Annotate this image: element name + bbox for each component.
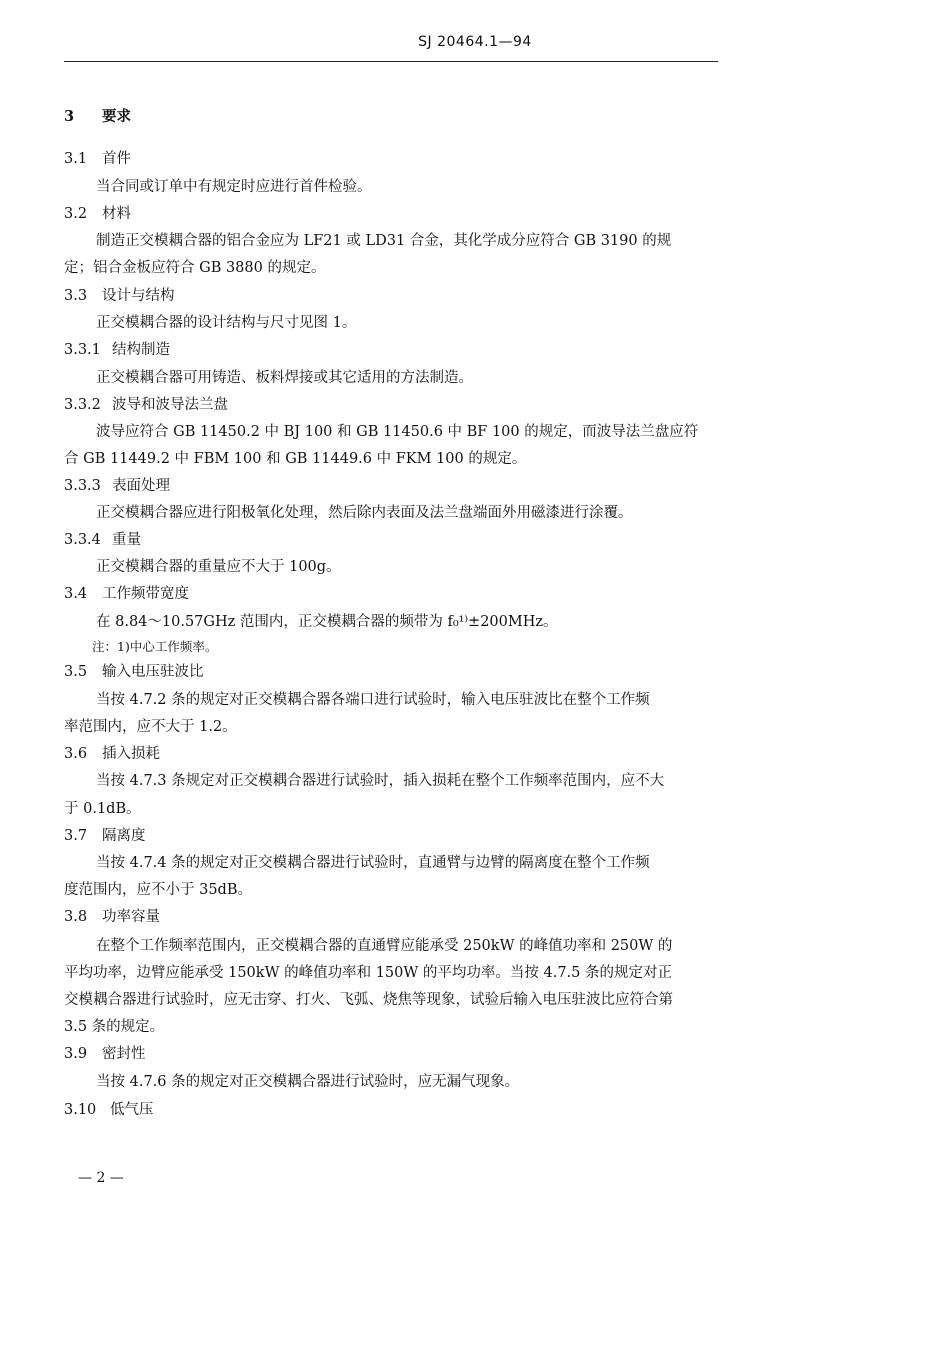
section-3-6-body-line-2: 于 0.1dB。 [64,801,141,817]
section-3-3-2-heading [64,395,228,415]
section-3-8-body-line-1: 在整个工作频率范围内，正交模耦合器的直通臂应能承受 250kW 的峰值功率和 250W 的 [96,938,673,954]
section-title: 输入电压驻波比 [102,664,204,680]
section-3-6-body-line-1: 当按 4.7.3 条规定对正交模耦合器进行试验时，插入损耗在整个工作频率范围内，应不大 [96,773,665,789]
section-3-heading [64,107,131,127]
section-3-8-body-line-3: 交模耦合器进行试验时，应无击穿、打火、飞弧、烧焦等现象，试验后输入电压驻波比应符合第 [64,992,673,1008]
section-3-4-body: 在 8.84～10.57GHz 范围内，正交模耦合器的频带为 f₀¹⁾±200MHz。 [96,614,558,630]
section-number: 3.7 [64,828,88,844]
section-number: 3.8 [64,909,88,925]
page-number: — 2 — [78,1170,124,1186]
section-3-8-heading [64,907,160,927]
section-3-9-heading [64,1044,146,1064]
section-title: 工作频带宽度 [102,586,189,602]
section-3-2-body-line-1: 制造正交模耦合器的铝合金应为 LF21 或 LD31 合金，其化学成分应符合 GB 3190 的规 [96,233,672,249]
section-title: 材料 [102,206,131,222]
section-3-7-body-line-2: 度范围内，应不小于 35dB。 [64,882,252,898]
section-3-3-1-heading [64,340,170,360]
section-3-3-body: 正交模耦合器的设计结构与尺寸见图 1。 [96,315,357,331]
section-title: 要求 [102,108,131,125]
section-3-9-body: 当按 4.7.6 条的规定对正交模耦合器进行试验时，应无漏气现象。 [96,1074,520,1090]
section-3-3-2-body-line-2: 合 GB 11449.2 中 FBM 100 和 GB 11449.6 中 FKM 100 的规定。 [64,451,527,467]
section-title: 隔离度 [102,828,146,844]
section-3-6-heading [64,744,160,764]
section-3-8-body-line-4: 3.5 条的规定。 [64,1019,165,1035]
section-title: 功率容量 [102,909,160,925]
section-number: 3.9 [64,1046,88,1062]
section-3-3-heading [64,286,175,306]
section-number: 3.3.1 [64,342,101,358]
section-3-5-body-line-2: 率范围内，应不大于 1.2。 [64,719,237,735]
section-title: 重量 [112,532,141,548]
section-number: 3.3.4 [64,532,101,548]
section-number: 3.5 [64,664,88,680]
header-rule [64,61,718,62]
section-3-8-body-line-2: 平均功率，边臂应能承受 150kW 的峰值功率和 150W 的平均功率。当按 4.7.5 条的规定对正 [64,965,672,981]
section-3-4-heading [64,584,189,604]
section-title: 插入损耗 [102,746,160,762]
document-header: SJ 20464.1—94 [418,34,532,50]
section-number: 3.10 [64,1102,97,1118]
section-number: 3.2 [64,206,88,222]
section-3-2-heading [64,204,131,224]
section-title: 结构制造 [112,342,170,358]
section-3-3-3-heading [64,476,170,496]
section-number: 3.3.2 [64,397,101,413]
section-3-2-body-line-2: 定；铝合金板应符合 GB 3880 的规定。 [64,260,326,276]
section-number: 3.6 [64,746,88,762]
section-title: 密封性 [102,1046,146,1062]
section-3-4-note: 注：1)中心工作频率。 [92,639,218,654]
section-3-1-body: 当合同或订单中有规定时应进行首件检验。 [96,179,372,195]
section-title: 首件 [102,151,131,167]
section-3-1-heading [64,149,131,169]
section-number: 3.3 [64,288,88,304]
section-3-10-heading [64,1100,154,1120]
section-number: 3.1 [64,151,88,167]
section-title: 表面处理 [112,478,170,494]
section-3-7-body-line-1: 当按 4.7.4 条的规定对正交模耦合器进行试验时，直通臂与边臂的隔离度在整个工作频 [96,855,650,871]
section-3-7-heading [64,826,146,846]
section-number: 3.4 [64,586,88,602]
section-3-3-2-body-line-1: 波导应符合 GB 11450.2 中 BJ 100 和 GB 11450.6 中 BF 100 的规定，而波导法兰盘应符 [96,424,699,440]
section-number: 3 [64,108,75,125]
section-3-5-body-line-1: 当按 4.7.2 条的规定对正交模耦合器各端口进行试验时，输入电压驻波比在整个工作频 [96,692,650,708]
section-3-5-heading [64,662,204,682]
section-title: 波导和波导法兰盘 [112,397,228,413]
section-title: 低气压 [110,1102,154,1118]
section-number: 3.3.3 [64,478,101,494]
section-3-3-4-body: 正交模耦合器的重量应不大于 100g。 [96,559,341,575]
section-title: 设计与结构 [102,288,175,304]
section-3-3-1-body: 正交模耦合器可用铸造、板料焊接或其它适用的方法制造。 [96,370,473,386]
section-3-3-3-body: 正交模耦合器应进行阳极氧化处理，然后除内表面及法兰盘端面外用磁漆进行涂覆。 [96,505,633,521]
section-3-3-4-heading [64,530,141,550]
